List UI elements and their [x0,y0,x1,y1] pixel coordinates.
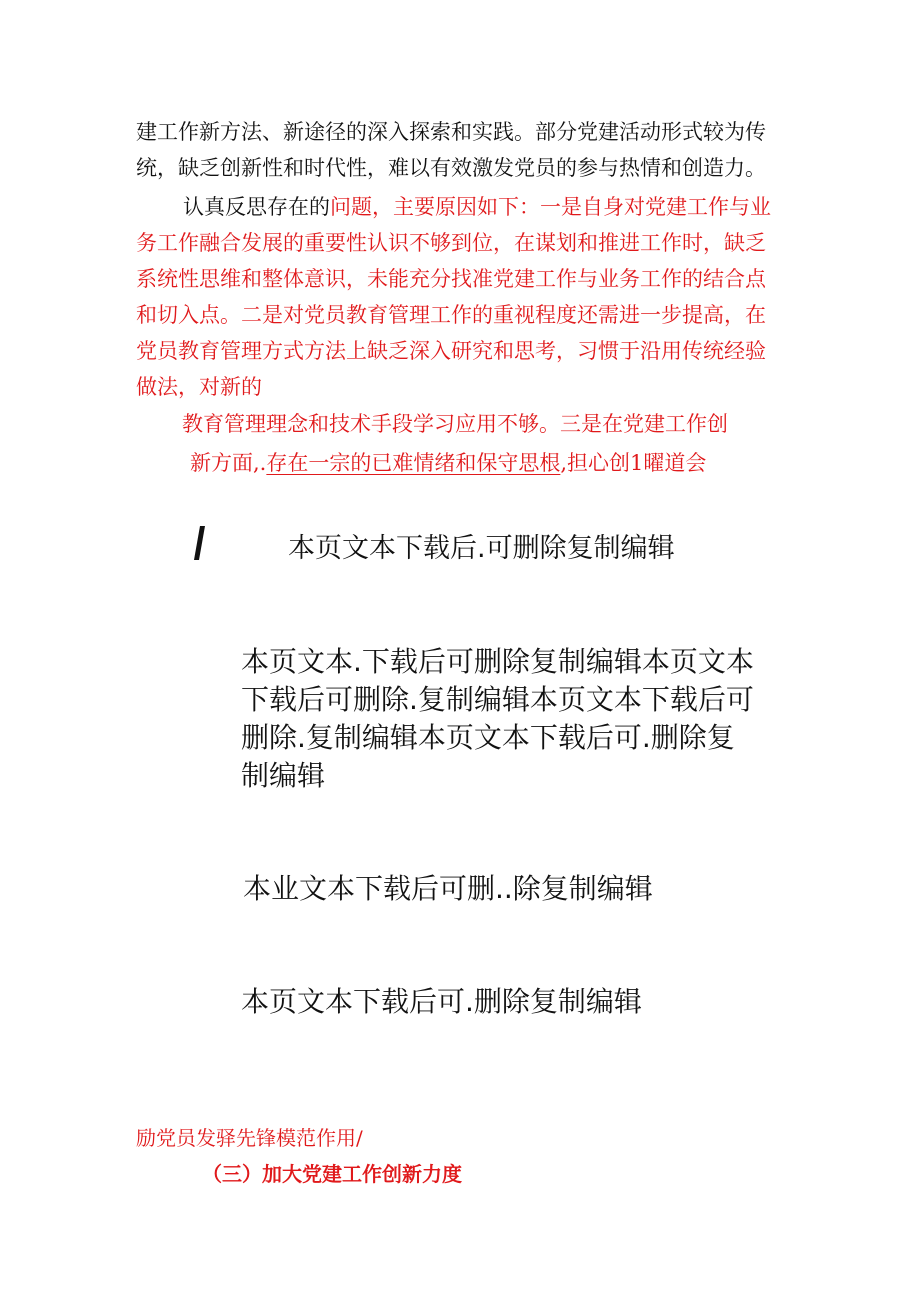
section-heading: （三）加大党建工作创新力度 [202,1162,462,1186]
watermark-block2-line1: 本页文本.下载后可删除复制编辑本页文本 [241,645,754,678]
watermark-block2-line4: 制编辑 [241,759,326,792]
paragraph3-line2-underlined: 存在一宗的已难情绪和保守思根 [266,451,561,475]
paragraph2-line2: 务工作融合发展的重要性认识不够到位，在谋划和推进工作时，缺乏 [136,231,766,255]
paragraph1-line2: 统，缺乏创新性和时代性，难以有效激发党员的参与热情和创造力。 [136,156,766,180]
paragraph3-line2-end: ,担心创1曜道会 [560,451,707,475]
paragraph2-line3: 系统性思维和整体意识，未能充分找准党建工作与业务工作的结合点 [136,267,766,291]
paragraph2-line1 [183,189,771,225]
slash-mark [192,526,206,562]
watermark-block3: 本业文本下载后可删..除复制编辑 [243,872,653,905]
watermark-block1: 本页文本下载后.可删除复制编辑 [288,533,675,564]
paragraph3-line1: 教育管理理念和技术手段学习应用不够。三是在党建工作创 [182,412,728,436]
paragraph2-line4: 和切入点。二是对党员教育管理工作的重视程度还需进一步提高，在 [136,303,766,327]
paragraph2-line1-black: 认真反思存在的 [183,195,330,219]
watermark-block2-line2: 下载后可删除.复制编辑本页文本下载后可 [241,683,754,716]
watermark-block4: 本页文本下载后可.删除复制编辑 [241,985,642,1018]
footer-line: 励党员发驿先锋模范作用/ [136,1126,363,1150]
paragraph2-line6: 做法，对新的 [136,375,262,399]
paragraph3-line2-start: 新方面,. [190,451,267,475]
paragraph2-line5: 党员教育管理方式方法上缺乏深入研究和思考，习惯于沿用传统经验 [136,339,766,363]
paragraph2-line1-red: 问题，主要原因如下：一是自身对党建工作与业 [330,195,771,219]
paragraph1-line1: 建工作新方法、新途径的深入探索和实践。部分党建活动形式较为传 [136,120,766,144]
paragraph3-line2 [190,445,706,481]
watermark-block2-line3: 删除.复制编辑本页文本下载后可.删除复 [241,721,735,754]
